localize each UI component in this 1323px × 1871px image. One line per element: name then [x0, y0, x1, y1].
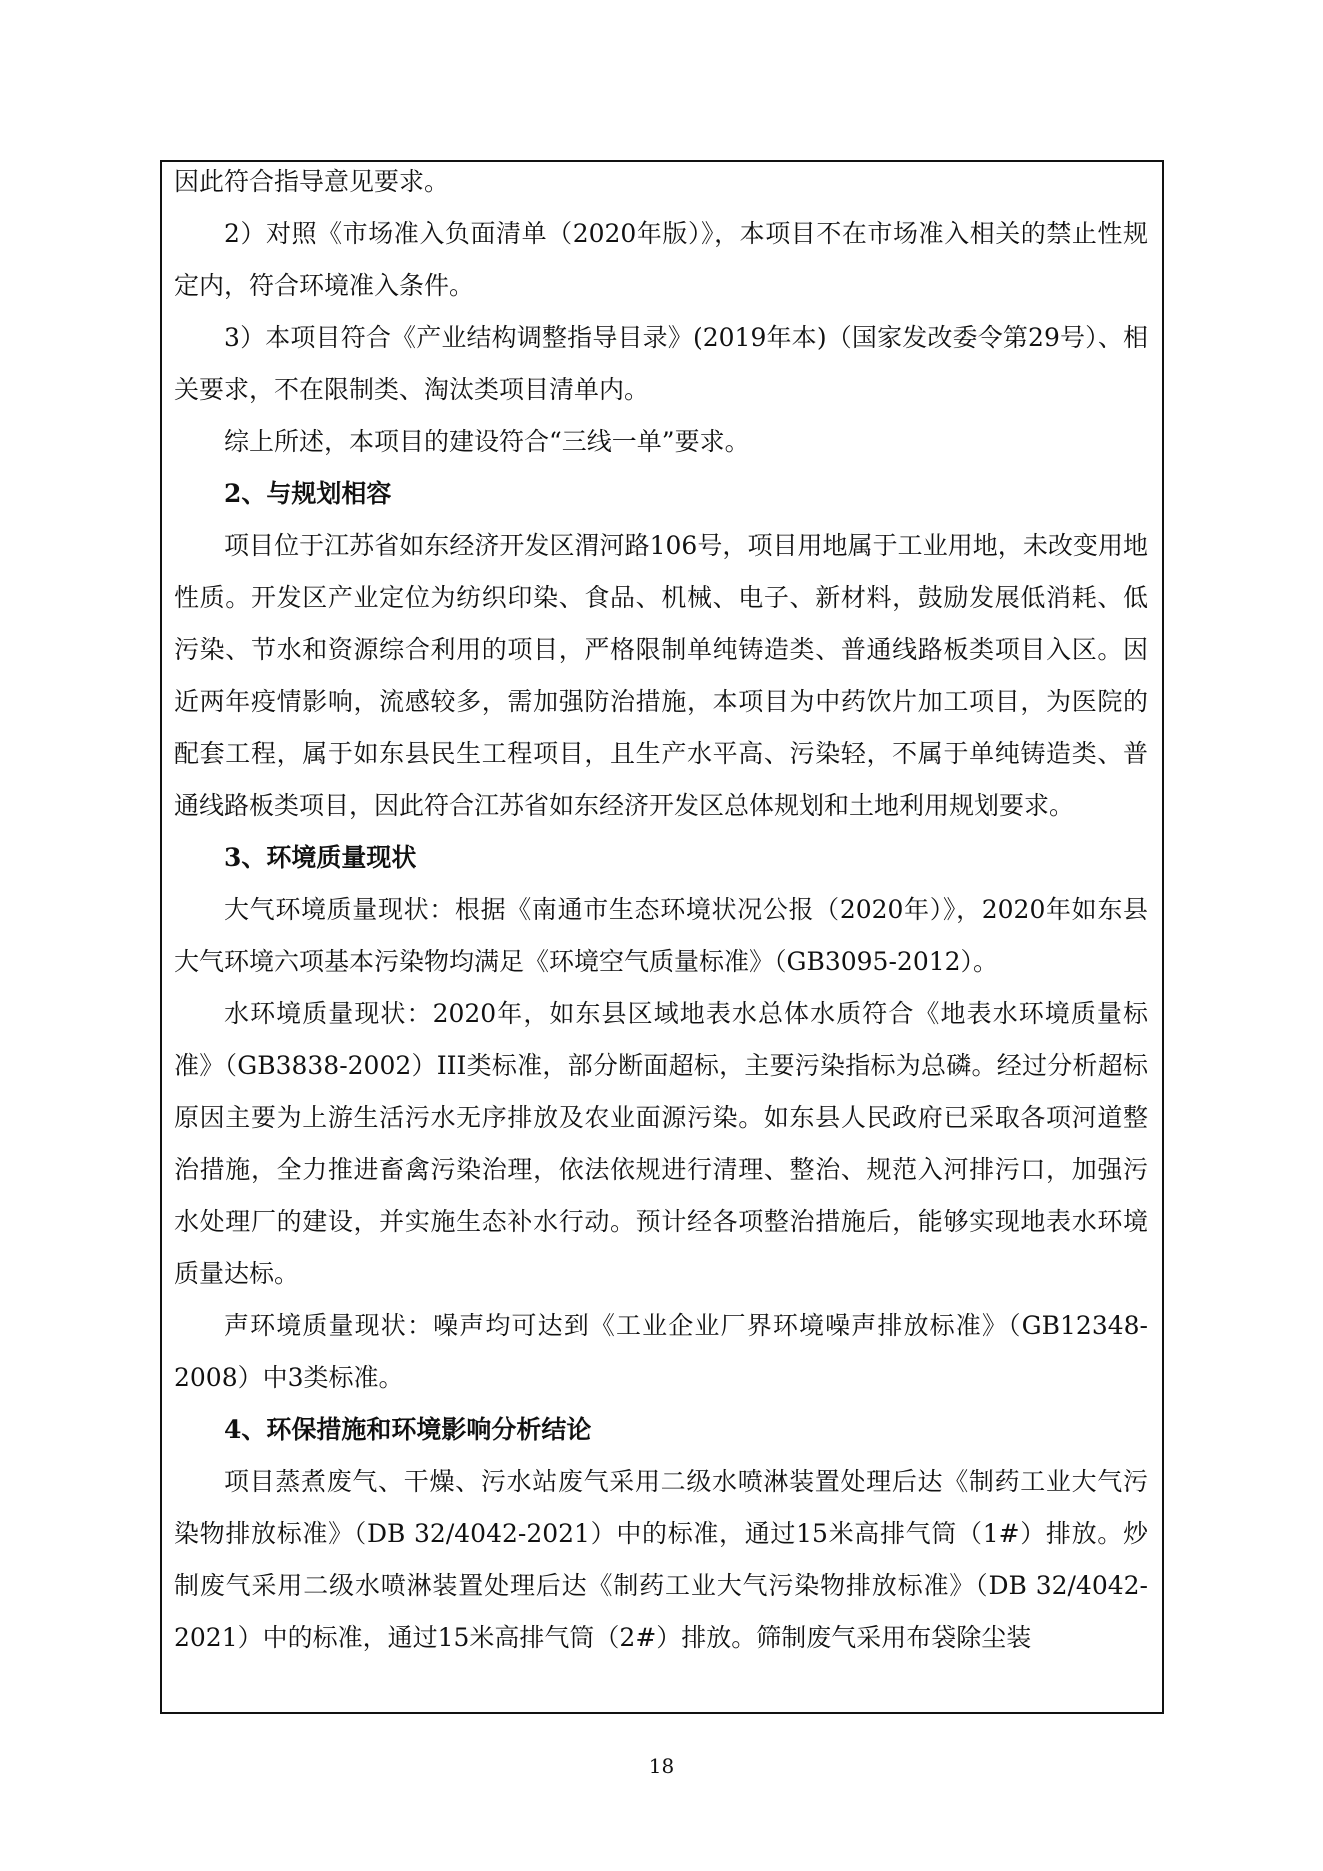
paragraph-air-quality: 大气环境质量现状：根据《南通市生态环境状况公报（2020年）》，2020年如东县大气环境六项基本污染物均满足《环境空气质量标准》（GB3095-2012）。	[174, 895, 1148, 976]
paragraph-water-quality: 水环境质量现状：2020年，如东县区域地表水总体水质符合《地表水环境质量标准》（GB3838-2002）III类标准，部分断面超标，主要污染指标为总磷。经过分析超标原因主要为上游生活污水无序排放及农业面源污染。如东县人民政府已采取各项河道整治措施，全力推进畜禽污染治理，依法依规进行清理、整治、规范入河排污口，加强污水处理厂的建设，并实施生态补水行动。预计经各项整治措施后，能够实现地表水环境质量达标。	[174, 999, 1148, 1288]
heading-environmental-measures: 4、环保措施和环境影响分析结论	[224, 1415, 592, 1444]
paragraph-continuation: 因此符合指导意见要求。	[174, 167, 450, 196]
paragraph-summary: 综上所述，本项目的建设符合“三线一单”要求。	[224, 427, 750, 456]
heading-planning-compatibility: 2、与规划相容	[224, 479, 392, 508]
heading-environmental-quality: 3、环境质量现状	[224, 843, 417, 872]
page-number: 18	[648, 1754, 675, 1778]
paragraph-exhaust-treatment: 项目蒸煮废气、干燥、污水站废气采用二级水喷淋装置处理后达《制药工业大气污染物排放标准》（DB 32/4042-2021）中的标准，通过15米高排气筒（1#）排放。炒制废气采用二级水喷淋装置处理后达《制药工业大气污染物排放标准》（DB 32/4042-2021）中的标准，通过15米高排气筒（2#）排放。筛制废气采用布袋除尘装	[174, 1467, 1148, 1652]
paragraph-market-access: 2）对照《市场准入负面清单（2020年版）》，本项目不在市场准入相关的禁止性规定内，符合环境准入条件。	[174, 219, 1148, 300]
content-frame	[160, 160, 1164, 1714]
paragraph-noise-quality: 声环境质量现状：噪声均可达到《工业企业厂界环境噪声排放标准》（GB12348-2008）中3类标准。	[174, 1311, 1148, 1392]
document-body	[174, 160, 1148, 1664]
paragraph-project-location: 项目位于江苏省如东经济开发区渭河路106号，项目用地属于工业用地，未改变用地性质。开发区产业定位为纺织印染、食品、机械、电子、新材料，鼓励发展低消耗、低污染、节水和资源综合利用的项目，严格限制单纯铸造类、普通线路板类项目入区。因近两年疫情影响，流感较多，需加强防治措施，本项目为中药饮片加工项目，为医院的配套工程，属于如东县民生工程项目，且生产水平高、污染轻，不属于单纯铸造类、普通线路板类项目，因此符合江苏省如东经济开发区总体规划和土地利用规划要求。	[174, 531, 1148, 820]
paragraph-industry-catalog: 3）本项目符合《产业结构调整指导目录》(2019年本)（国家发改委令第29号）、相关要求，不在限制类、淘汰类项目清单内。	[174, 323, 1148, 404]
